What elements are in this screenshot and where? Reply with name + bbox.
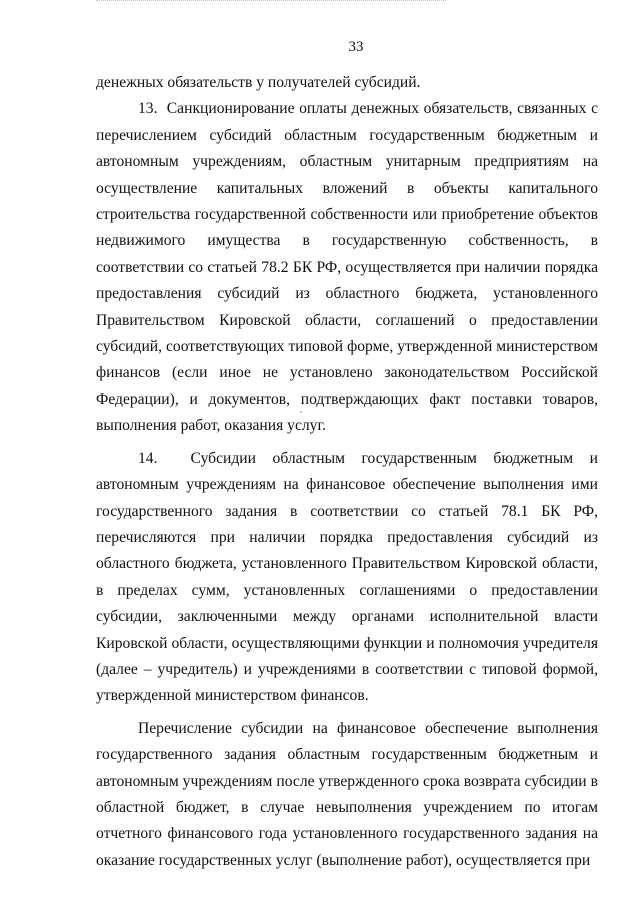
paragraph-continuation: денежных обязательств у получателей субсидий. [96, 74, 421, 91]
scan-speck-artifact [300, 411, 302, 413]
scan-edge-artifact [96, 0, 446, 4]
paragraph-item-13: 13. Санкционирование оплаты денежных обязательств, связанных с перечислением субсидий областным государственным бюджетным и автономным учреждениям, областным унитарным предприятиям на осуществление капитальных вложений в объекты капитального строительства государственной собственности или приобретение объектов недвижимого имущества в государственную собственность, в соответствии со статьей 78.2 БК РФ, осуществляется при наличии порядка предоставления субсидий из областного бюджета, установленного Правительством Кировской области, соглашений о предоставлении субсидий, соответствующих типовой форме, утвержденной министерством финансов (если иное не установлено законодательством Российской Федерации), и документов, подтверждающих факт поставки товаров, выполнения работ, оказания услуг. [96, 100, 598, 435]
document-body [96, 70, 598, 874]
page-number: 33 [348, 39, 364, 55]
paragraph-item-14: 14. Субсидии областным государственным бюджетным и автономным учреждениям на финансовое обеспечение выполнения ими государственного задания в соответствии со статьей 78.1 БК РФ, перечисляются при наличии порядка предоставления субсидий из областного бюджета, установленного Правительством Кировской области, в пределах сумм, установленных соглашениями о предоставлении субсидии, заключенными между органами исполнительной власти Кировской области, осуществляющими функции и полномочия учредителя (далее – учредитель) и учреждениями в соответствии с типовой формой, утвержденной министерством финансов. [96, 449, 598, 705]
paragraph-subsidy-transfer: Перечисление субсидии на финансовое обеспечение выполнения государственного задания областным государственным бюджетным и автономным учреждениям после утвержденного срока возврата субсидии в областной бюджет, в случае невыполнения учреждением по итогам отчетного финансового года установленного государственного задания на оказание государственных услуг (выполнение работ), осуществляется при [96, 719, 598, 869]
